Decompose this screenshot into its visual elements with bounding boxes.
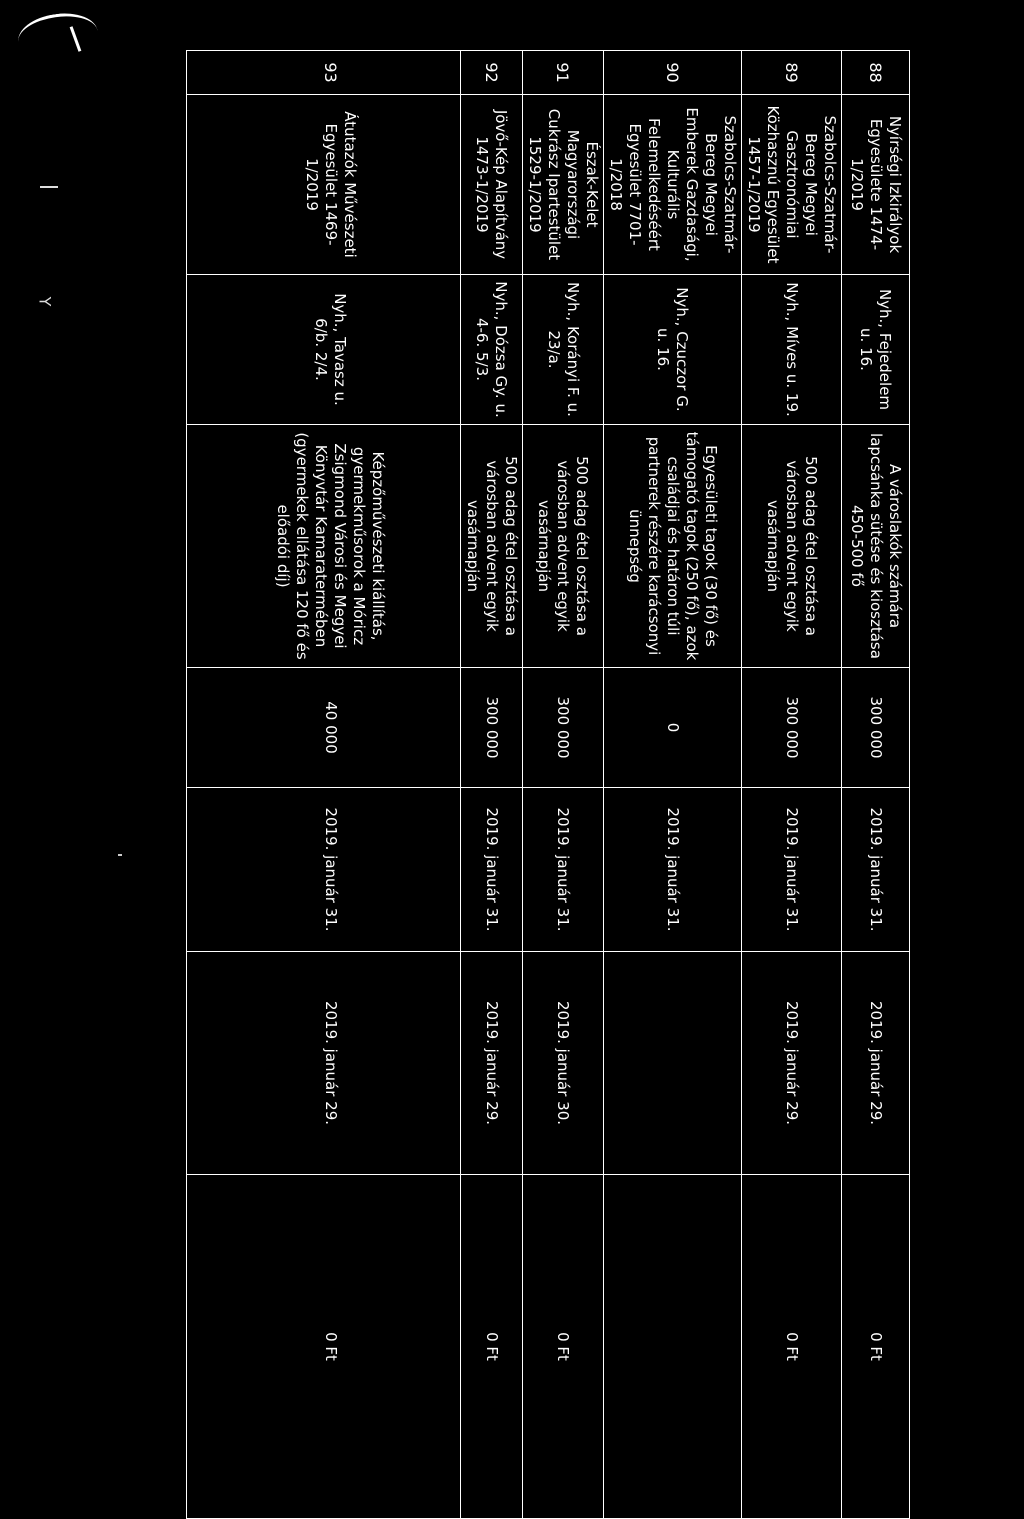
- address: Nyh., Dózsa Gy. u. 4-6. 5/3.: [461, 275, 523, 425]
- rotated-table-container: [216, 50, 910, 1518]
- scan-artifact-glyph: Y: [35, 296, 55, 307]
- fee: [604, 1175, 742, 1519]
- fee: 0 Ft: [742, 1175, 842, 1519]
- date: 2019. január 30.: [523, 952, 604, 1175]
- row-number: 89: [742, 51, 842, 95]
- fee: 0 Ft: [461, 1175, 523, 1519]
- organization-name: Nyírségi Izkirályok Egyesülete 1474-1/2019: [842, 95, 910, 275]
- row-number: 91: [523, 51, 604, 95]
- fee: 0 Ft: [187, 1175, 461, 1519]
- deadline: 2019. január 31.: [461, 788, 523, 952]
- deadline: 2019. január 31.: [842, 788, 910, 952]
- row-number: 92: [461, 51, 523, 95]
- amount: 0: [604, 668, 742, 788]
- date: 2019. január 29.: [842, 952, 910, 1175]
- organization-name: Észak-Kelet Magyarországi Cukrász Ipartestület 1529-1/2019: [523, 95, 604, 275]
- description: A városlakók számára lapcsánka sütése és kiosztása 450-500 fő: [842, 425, 910, 668]
- description: 500 adag étel osztása a városban advent egyik vasárnapján: [461, 425, 523, 668]
- address: Nyh., Míves u. 19.: [742, 275, 842, 425]
- row-number: 88: [842, 51, 910, 95]
- deadline: 2019. január 31.: [604, 788, 742, 952]
- table-row: [842, 51, 910, 1519]
- deadline: 2019. január 31.: [523, 788, 604, 952]
- table-row: [187, 51, 461, 1519]
- table-row: [604, 51, 742, 1519]
- scan-artifact-dot: [118, 854, 122, 856]
- fee: 0 Ft: [842, 1175, 910, 1519]
- amount: 300 000: [742, 668, 842, 788]
- table-row: [523, 51, 604, 1519]
- organization-name: Szabolcs-Szatmár-Bereg Megyei Gasztronómiai Közhasznú Egyesület 1457-1/2019: [742, 95, 842, 275]
- deadline: 2019. január 31.: [187, 788, 461, 952]
- row-number: 90: [604, 51, 742, 95]
- address: Nyh., Fejedelem u. 16.: [842, 275, 910, 425]
- amount: 300 000: [842, 668, 910, 788]
- address: Nyh., Korányi F. u. 23/a.: [523, 275, 604, 425]
- organization-name: Jövő-Kép Alapítvány 1473-1/2019: [461, 95, 523, 275]
- description: Képzőművészeti kiállítás, gyermekműsorok a Móricz Zsigmond Városi és Megyei Könyvtár Kamaratermében (gyermekek ellátása 120 fő és előadói díj): [187, 425, 461, 668]
- table-row: [742, 51, 842, 1519]
- scan-artifact-curve: [15, 9, 100, 65]
- description: 500 adag étel osztása a városban advent egyik vasárnapján: [523, 425, 604, 668]
- organization-name: Átutazók Művészeti Egyesület 1469-1/2019: [187, 95, 461, 275]
- deadline: 2019. január 31.: [742, 788, 842, 952]
- organization-name: Szabolcs-Szatmár-Bereg Megyei Emberek Gazdasági, Kulturális Felemelkedéséért Egyesület 7701-1/2018: [604, 95, 742, 275]
- date: [604, 952, 742, 1175]
- table-row: [461, 51, 523, 1519]
- permit-table: [186, 50, 910, 1519]
- description: Egyesületi tagok (30 fő) és támogató tagok (250 fő), azok családjai és határon túli partnerek részére karácsonyi ünnepség: [604, 425, 742, 668]
- date: 2019. január 29.: [187, 952, 461, 1175]
- amount: 300 000: [523, 668, 604, 788]
- address: Nyh., Czuczor G. u. 16.: [604, 275, 742, 425]
- row-number: 93: [187, 51, 461, 95]
- date: 2019. január 29.: [742, 952, 842, 1175]
- scan-artifact-dash: [40, 186, 58, 188]
- address: Nyh., Tavasz u. 6/b. 2/4.: [187, 275, 461, 425]
- description: 500 adag étel osztása a városban advent egyik vasárnapján: [742, 425, 842, 668]
- amount: 300 000: [461, 668, 523, 788]
- fee: 0 Ft: [523, 1175, 604, 1519]
- date: 2019. január 29.: [461, 952, 523, 1175]
- amount: 40 000: [187, 668, 461, 788]
